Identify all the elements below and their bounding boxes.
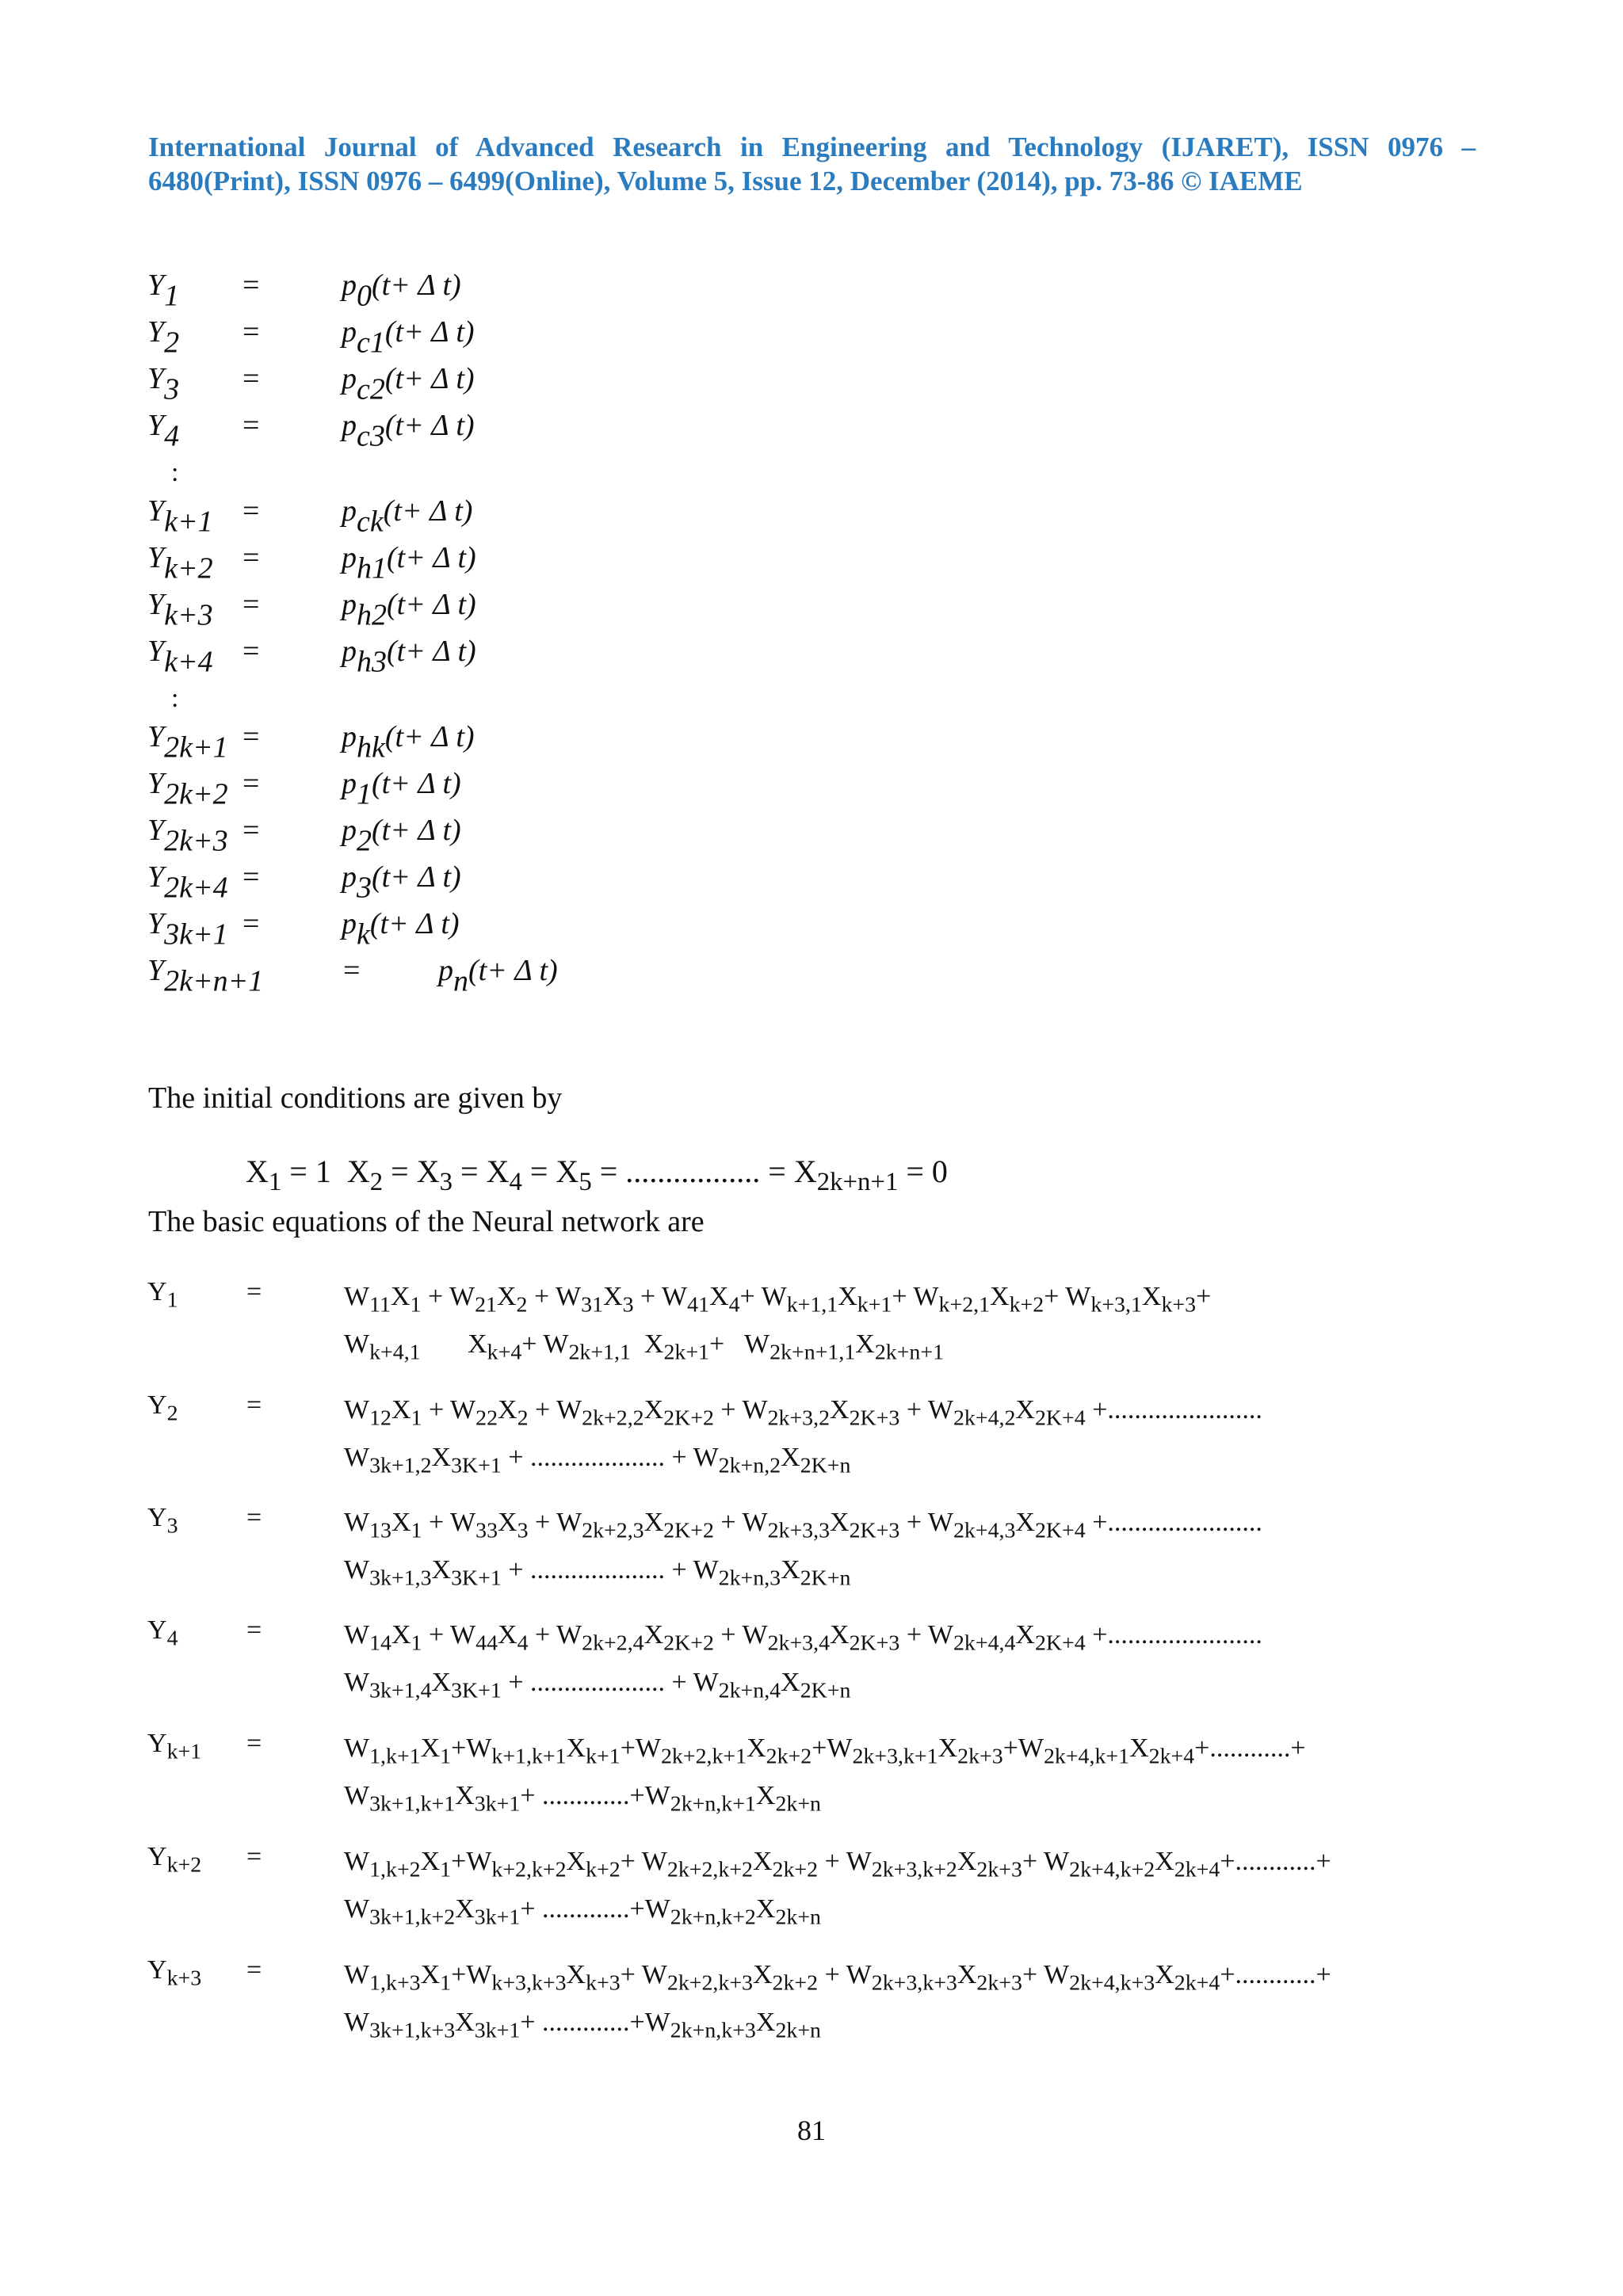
network-equation-lhs: $Y_3$ [147,1503,178,1539]
initial-condition-equation: $X_1 = 1$ $X_2 = X_3 = X_4 = X_5$ = ................. = $X_{2k+n+1} = 0$ [246,1154,948,1196]
equals-sign: = [242,588,260,621]
network-equation-rhs [344,1390,1262,1486]
network-equation-line: $W_{14}X_1 + W_{44}X_4 + W_{2k+2,4}X_{2K+2} + W_{2k+3,4}X_{2K+3} + W_{2k+4,4}X_{2K+4}$ +....................... [344,1620,1262,1656]
network-equation-rhs [344,1615,1262,1711]
network-equation-line: $W_{3k+1,k+1}X_{3k+1}+ .............+W_{2k+n,k+1}X_{2k+n}$ [344,1781,821,1817]
equation-rhs: $p_{c3}(t+ \Delta$ t) [342,409,475,453]
equals-sign: = [242,409,260,442]
equals-sign: = [246,1842,262,1871]
equals-sign: = [246,1729,262,1758]
network-equation-line: $W_{3k+1,3}X_{3K+1}$ + .................... + $W_{2k+n,3}X_{2K+n}$ [344,1555,851,1591]
network-equation-lhs: $Y_{k+3}$ [147,1955,202,1991]
network-equation-line: $W_{1,k+3}X_1+W_{k+3,k+3}X_{k+3}+ W_{2k+2,k+3}X_{2k+2} + W_{2k+3,k+3}X_{2k+3}+ W_{2k+4,k+3}X_{2k+4}+............+$ [344,1960,1331,1996]
equals-sign: = [242,860,260,894]
equation-rhs: $p_{h1}(t+ \Delta$ t) [342,541,476,585]
equation-lhs: $Y_1$ [147,269,180,313]
equals-sign: = [242,269,260,302]
network-equation-line: $W_{3k+1,4}X_{3K+1}$ + .................... + $W_{2k+n,4}X_{2K+n}$ [344,1668,851,1703]
equals-sign: = [246,1615,262,1645]
equation-lhs: $Y_4$ [147,409,180,453]
equation-lhs: $Y_3$ [147,362,180,406]
equals-sign: = [242,494,260,528]
equation-lhs: $Y_{2k+4}$ [147,860,228,905]
network-equation-rhs [344,1842,1331,1938]
equation-rhs: $p_{c1}(t+ \Delta$ t) [342,315,475,360]
equals-sign: = [242,720,260,753]
equation-rhs: $p_1(t+ \Delta$ t) [342,767,461,811]
network-equation-line: $W_{3k+1,k+2}X_{3k+1}+ .............+W_{2k+n,k+2}X_{2k+n}$ [344,1894,821,1930]
equals-sign: = [242,315,260,349]
equation-rhs: $p_2(t+ \Delta$ t) [342,814,461,858]
page-number: 81 [797,2115,826,2146]
equation-rhs: $p_3(t+ \Delta$ t) [342,860,461,905]
network-equation-rhs [344,1503,1262,1599]
equation-lhs: $Y_{k+3}$ [147,588,213,632]
network-equation-line: $W_{11}X_1 + W_{21}X_2 + W_{31}X_3 + W_{41}X_4+ W_{k+1,1}X_{k+1}+ W_{k+2,1}X_{k+2}+ W_{k+3,1}X_{k+3}+$ [344,1282,1212,1318]
equation-lhs: $Y_{k+1}$ [147,494,213,539]
network-equation-lhs: $Y_1$ [147,1277,178,1313]
equation-rhs: $p_k(t+ \Delta$ t) [342,907,460,952]
network-equation-line: $W_{3k+1,2}X_{3K+1}$ + .................... + $W_{2k+n,2}X_{2K+n}$ [344,1443,851,1478]
equals-sign: = [343,954,361,987]
network-equation-line: $W_{13}X_1 + W_{33}X_3 + W_{2k+2,3}X_{2K+2} + W_{2k+3,3}X_{2K+3} + W_{2k+4,3}X_{2K+4}$ +....................... [344,1508,1262,1543]
equation-lhs: $Y_{k+2}$ [147,541,213,585]
equals-sign: = [246,1955,262,1985]
equation-rhs: $p_{c2}(t+ \Delta$ t) [342,362,475,406]
initial-conditions-text: The initial conditions are given by [148,1081,563,1115]
equals-sign: = [246,1390,262,1420]
network-equation-rhs [344,1277,1211,1373]
basic-equations-text: The basic equations of the Neural network are [148,1205,705,1238]
network-equation-rhs [344,1955,1331,2051]
network-equation-lhs: $Y_4$ [147,1615,178,1651]
equation-lhs: $Y_{2k+3}$ [147,814,228,858]
equation-lhs: $Y_{2k+n+1}$ [147,954,264,998]
network-equation-rhs [344,1729,1306,1825]
journal-header-line1: International Journal of Advanced Research in Engineering and Technology (IJARET), ISSN 0976 – [148,132,1476,162]
equation-rhs: $p_{hk}(t+ \Delta$ t) [342,720,475,765]
equals-sign: = [242,907,260,940]
network-equation-line: $W_{1,k+1}X_1+W_{k+1,k+1}X_{k+1}+W_{2k+2,k+1}X_{2k+2}+W_{2k+3,k+1}X_{2k+3}+W_{2k+4,k+1}X_{2k+4}+............+$ [344,1733,1306,1769]
equation-lhs: $Y_{2k+2}$ [147,767,228,811]
journal-header [148,130,1476,198]
network-equation-lhs: $Y_{k+1}$ [147,1729,202,1764]
network-equation-line: $W_{k+4,1}$ $X_{k+4}+ W_{2k+1,1}$ $X_{2k+1}+ W_{2k+n+1,1}X_{2k+n+1}$ [344,1329,945,1365]
equation-lhs: $Y_2$ [147,315,180,360]
equation-lhs: $Y_{2k+1}$ [147,720,228,765]
equation-lhs: $Y_{3k+1}$ [147,907,228,952]
network-equation-lhs: $Y_2$ [147,1390,178,1426]
equals-sign: = [246,1503,262,1532]
journal-header-line2: 6480(Print), ISSN 0976 – 6499(Online), Volume 5, Issue 12, December (2014), pp. 73-86 © IAEME [148,166,1303,196]
equation-rhs: $p_{h3}(t+ \Delta$ t) [342,635,476,679]
ellipsis-colon: : [171,684,179,713]
network-equation-line: $W_{1,k+2}X_1+W_{k+2,k+2}X_{k+2}+ W_{2k+2,k+2}X_{2k+2} + W_{2k+3,k+2}X_{2k+3}+ W_{2k+4,k+2}X_{2k+4}+............+$ [344,1847,1331,1882]
equals-sign: = [242,635,260,668]
equals-sign: = [242,541,260,574]
equation-rhs: $p_{ck}(t+ \Delta$ t) [342,494,473,539]
network-equation-line: $W_{12}X_1 + W_{22}X_2 + W_{2k+2,2}X_{2K+2} + W_{2k+3,2}X_{2K+3} + W_{2k+4,2}X_{2K+4}$ +....................... [344,1395,1262,1431]
equation-lhs: $Y_{k+4}$ [147,635,213,679]
equation-rhs: $p_0(t+ \Delta$ t) [342,269,461,313]
network-equation-lhs: $Y_{k+2}$ [147,1842,202,1878]
equation-rhs: $p_n(t+ \Delta$ t) [438,954,558,998]
ellipsis-colon: : [171,458,179,487]
network-equation-line: $W_{3k+1,k+3}X_{3k+1}+ .............+W_{2k+n,k+3}X_{2k+n}$ [344,2008,821,2043]
equals-sign: = [242,362,260,395]
equals-sign: = [246,1277,262,1306]
equation-rhs: $p_{h2}(t+ \Delta$ t) [342,588,476,632]
equals-sign: = [242,814,260,847]
equals-sign: = [242,767,260,800]
